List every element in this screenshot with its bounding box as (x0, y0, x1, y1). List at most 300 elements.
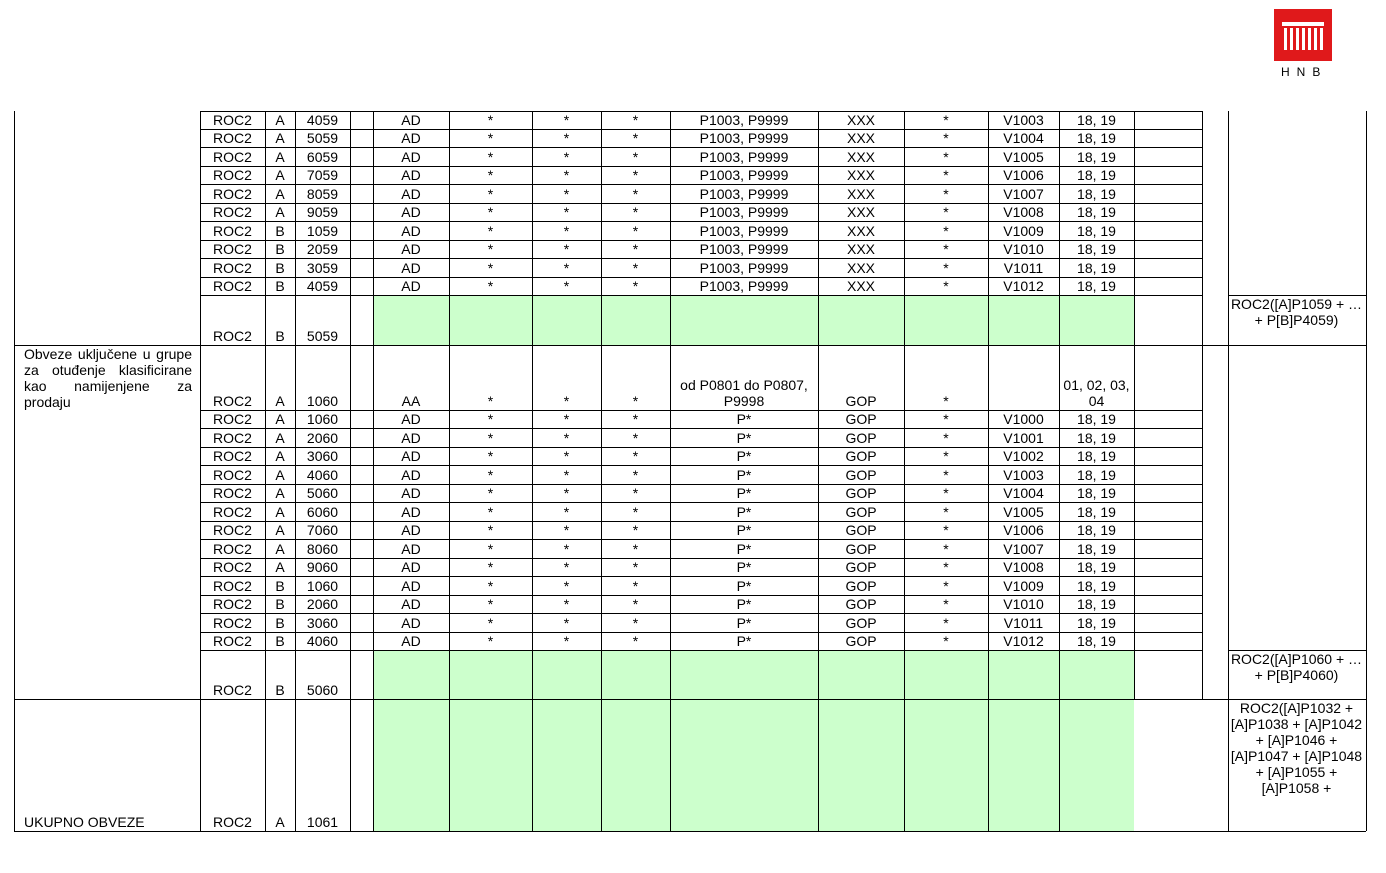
cell-attr-1: * (487, 615, 494, 631)
cell-variant: A (275, 559, 285, 575)
cell-position: 7060 (306, 522, 339, 538)
cell-position: 5059 (306, 130, 339, 146)
cell-currency: GOP (845, 393, 877, 409)
cell-attr-1: * (487, 596, 494, 612)
cell-attr-4: * (943, 186, 949, 202)
cell-variant: A (275, 393, 285, 409)
cell-form: ROC2 (213, 411, 252, 427)
cell-type: AD (401, 522, 421, 538)
cell-variant: B (275, 260, 285, 276)
cell-attr-2: * (563, 223, 570, 239)
cell-attr-1: * (487, 448, 494, 464)
cell-form: ROC2 (213, 112, 252, 128)
cell-validation: V1003 (1003, 467, 1044, 483)
cell-position: 3059 (306, 260, 339, 276)
cell-attr-1: * (487, 130, 494, 146)
cell-attr-2: * (563, 112, 570, 128)
cell-attr-4: * (943, 260, 949, 276)
cell-attr-1: * (487, 430, 494, 446)
cell-variant: A (275, 411, 285, 427)
cell-attr-1: * (487, 112, 494, 128)
cell-attr-2: * (563, 578, 570, 594)
cell-attr-3: * (632, 393, 639, 409)
cell-type: AD (401, 167, 421, 183)
cell-attr-3: * (632, 130, 639, 146)
cell-attr-2: * (563, 504, 570, 520)
cell-validation: V1006 (1003, 522, 1044, 538)
cell-products: P* (736, 522, 752, 538)
cell-form: ROC2 (213, 522, 252, 538)
cell-position: 1060 (306, 393, 339, 409)
cell-columns: 18, 19 (1077, 204, 1116, 220)
cell-position: 7059 (306, 167, 339, 183)
shaded-area (374, 296, 1134, 345)
cell-products: P1003, P9999 (699, 260, 789, 276)
cell-columns: 18, 19 (1077, 633, 1116, 649)
cell-attr-3: * (632, 467, 639, 483)
cell-attr-4: * (943, 448, 949, 464)
cell-products: P* (736, 578, 752, 594)
grid-hline (200, 295, 1202, 296)
cell-variant: A (275, 204, 285, 220)
shaded-area (374, 651, 1134, 699)
cell-validation: V1010 (1003, 596, 1044, 612)
cell-position: 3060 (306, 615, 339, 631)
cell-validation: V1008 (1003, 559, 1044, 575)
cell-columns: 01, 02, 03, 04 (1063, 377, 1130, 409)
cell-form: ROC2 (213, 223, 252, 239)
cell-attr-2: * (563, 430, 570, 446)
cell-formula: ROC2([A]P1032 + [A]P1038 + [A]P1042 + [A]P1046 + [A]P1047 + [A]P1048 + [A]P1055 + [A]P1058 + (1230, 700, 1363, 796)
cell-variant: B (275, 615, 285, 631)
cell-currency: GOP (845, 485, 877, 501)
cell-currency: GOP (845, 430, 877, 446)
cell-form: ROC2 (213, 467, 252, 483)
cell-validation: V1010 (1003, 241, 1044, 257)
cell-attr-3: * (632, 204, 639, 220)
cell-products: P1003, P9999 (699, 241, 789, 257)
cell-attr-2: * (563, 485, 570, 501)
cell-attr-2: * (563, 541, 570, 557)
cell-columns: 18, 19 (1077, 112, 1116, 128)
cell-position: 2060 (306, 596, 339, 612)
cell-attr-1: * (487, 260, 494, 276)
cell-products: P1003, P9999 (699, 278, 789, 294)
cell-position: 2059 (306, 241, 339, 257)
cell-columns: 18, 19 (1077, 411, 1116, 427)
cell-attr-4: * (943, 204, 949, 220)
cell-position: 1060 (306, 411, 339, 427)
cell-attr-3: * (632, 241, 639, 257)
cell-form: ROC2 (213, 633, 252, 649)
cell-validation: V1012 (1003, 278, 1044, 294)
cell-attr-2: * (563, 260, 570, 276)
cell-position: 4060 (306, 467, 339, 483)
cell-attr-2: * (563, 149, 570, 165)
cell-form: ROC2 (213, 430, 252, 446)
cell-attr-1: * (487, 485, 494, 501)
cell-columns: 18, 19 (1077, 522, 1116, 538)
cell-attr-2: * (563, 411, 570, 427)
cell-type: AD (401, 633, 421, 649)
cell-currency: XXX (846, 260, 875, 276)
cell-position: 6059 (306, 149, 339, 165)
cell-validation: V1011 (1003, 615, 1044, 631)
cell-attr-2: * (563, 130, 570, 146)
cell-attr-1: * (487, 541, 494, 557)
cell-variant: A (275, 814, 285, 830)
cell-attr-1: * (487, 167, 494, 183)
cell-attr-1: * (487, 411, 494, 427)
cell-position: 1061 (306, 814, 339, 830)
cell-attr-2: * (563, 167, 570, 183)
cell-position: 4059 (306, 112, 339, 128)
cell-attr-4: * (943, 223, 949, 239)
cell-form: ROC2 (213, 186, 252, 202)
cell-columns: 18, 19 (1077, 596, 1116, 612)
cell-form: ROC2 (213, 615, 252, 631)
cell-variant: B (275, 241, 285, 257)
hnb-building-icon (1274, 9, 1332, 61)
cell-validation: V1005 (1003, 149, 1044, 165)
cell-attr-2: * (563, 615, 570, 631)
cell-variant: A (275, 167, 285, 183)
grid-vline (1202, 111, 1203, 699)
cell-validation: V1011 (1003, 260, 1044, 276)
cell-form: ROC2 (213, 149, 252, 165)
cell-columns: 18, 19 (1077, 559, 1116, 575)
cell-type: AD (401, 186, 421, 202)
cell-attr-2: * (563, 596, 570, 612)
cell-variant: A (275, 467, 285, 483)
cell-columns: 18, 19 (1077, 504, 1116, 520)
cell-variant: B (275, 633, 285, 649)
cell-currency: GOP (845, 504, 877, 520)
cell-form: ROC2 (213, 559, 252, 575)
cell-products: P* (736, 559, 752, 575)
cell-type: AD (401, 596, 421, 612)
cell-attr-3: * (632, 578, 639, 594)
cell-currency: XXX (846, 167, 875, 183)
cell-type: AD (401, 130, 421, 146)
cell-attr-1: * (487, 186, 494, 202)
cell-currency: XXX (846, 112, 875, 128)
cell-currency: GOP (845, 615, 877, 631)
cell-type: AD (401, 260, 421, 276)
grid-vline (14, 111, 15, 831)
cell-variant: B (275, 278, 285, 294)
cell-position: 4059 (306, 278, 339, 294)
cell-type: AD (401, 559, 421, 575)
cell-form: ROC2 (213, 130, 252, 146)
cell-validation: V1008 (1003, 204, 1044, 220)
cell-columns: 18, 19 (1077, 278, 1116, 294)
row-label: UKUPNO OBVEZE (24, 814, 145, 830)
validation-rules-table (14, 111, 1367, 831)
cell-attr-1: * (487, 633, 494, 649)
cell-form: ROC2 (213, 596, 252, 612)
cell-attr-4: * (943, 633, 949, 649)
cell-validation: V1004 (1003, 130, 1044, 146)
cell-attr-1: * (487, 559, 494, 575)
logo-text: HNB (1281, 65, 1328, 79)
cell-position: 1060 (306, 578, 339, 594)
cell-validation: V1007 (1003, 541, 1044, 557)
cell-attr-3: * (632, 149, 639, 165)
cell-products: P1003, P9999 (699, 112, 789, 128)
cell-variant: A (275, 112, 285, 128)
cell-position: 5060 (306, 485, 339, 501)
cell-type: AD (401, 149, 421, 165)
cell-columns: 18, 19 (1077, 541, 1116, 557)
cell-attr-4: * (943, 167, 949, 183)
cell-columns: 18, 19 (1077, 430, 1116, 446)
cell-validation: V1003 (1003, 112, 1044, 128)
cell-position: 8059 (306, 186, 339, 202)
cell-columns: 18, 19 (1077, 578, 1116, 594)
cell-attr-4: * (943, 596, 949, 612)
cell-variant: A (275, 430, 285, 446)
cell-variant: A (275, 541, 285, 557)
cell-attr-2: * (563, 559, 570, 575)
cell-columns: 18, 19 (1077, 186, 1116, 202)
cell-variant: A (275, 485, 285, 501)
cell-products: P* (736, 596, 752, 612)
cell-products: P* (736, 541, 752, 557)
cell-validation: V1007 (1003, 186, 1044, 202)
cell-position: 1059 (306, 223, 339, 239)
cell-form: ROC2 (213, 393, 252, 409)
cell-columns: 18, 19 (1077, 130, 1116, 146)
cell-attr-1: * (487, 504, 494, 520)
cell-currency: GOP (845, 633, 877, 649)
cell-products: od P0801 do P0807, P9998 (680, 377, 808, 409)
cell-attr-3: * (632, 223, 639, 239)
cell-form: ROC2 (213, 682, 252, 698)
cell-form: ROC2 (213, 814, 252, 830)
cell-products: P1003, P9999 (699, 167, 789, 183)
cell-attr-4: * (943, 522, 949, 538)
cell-type: AD (401, 204, 421, 220)
cell-products: P* (736, 615, 752, 631)
cell-attr-1: * (487, 393, 494, 409)
cell-currency: GOP (845, 578, 877, 594)
cell-attr-4: * (943, 278, 949, 294)
cell-variant: A (275, 149, 285, 165)
cell-position: 3060 (306, 448, 339, 464)
cell-attr-3: * (632, 430, 639, 446)
cell-type: AD (401, 541, 421, 557)
cell-attr-2: * (563, 393, 570, 409)
cell-type: AD (401, 485, 421, 501)
cell-attr-3: * (632, 260, 639, 276)
cell-attr-3: * (632, 411, 639, 427)
cell-type: AD (401, 241, 421, 257)
cell-validation: V1001 (1003, 430, 1044, 446)
cell-attr-4: * (943, 615, 949, 631)
cell-attr-3: * (632, 504, 639, 520)
cell-attr-1: * (487, 578, 494, 594)
cell-validation: V1004 (1003, 485, 1044, 501)
cell-attr-4: * (943, 393, 949, 409)
cell-variant: A (275, 522, 285, 538)
cell-type: AD (401, 411, 421, 427)
grid-vline (350, 111, 351, 831)
cell-form: ROC2 (213, 485, 252, 501)
cell-currency: GOP (845, 596, 877, 612)
cell-validation: V1009 (1003, 578, 1044, 594)
cell-attr-2: * (563, 448, 570, 464)
cell-columns: 18, 19 (1077, 260, 1116, 276)
grid-hline (200, 650, 1202, 651)
cell-attr-3: * (632, 186, 639, 202)
cell-products: P* (736, 430, 752, 446)
cell-attr-1: * (487, 278, 494, 294)
cell-form: ROC2 (213, 504, 252, 520)
cell-variant: B (275, 328, 285, 344)
cell-form: ROC2 (213, 541, 252, 557)
cell-attr-4: * (943, 430, 949, 446)
cell-type: AD (401, 504, 421, 520)
cell-position: 2060 (306, 430, 339, 446)
cell-variant: B (275, 223, 285, 239)
cell-variant: B (275, 596, 285, 612)
cell-variant: A (275, 504, 285, 520)
cell-type: AD (401, 615, 421, 631)
cell-currency: GOP (845, 541, 877, 557)
cell-attr-3: * (632, 559, 639, 575)
cell-validation: V1005 (1003, 504, 1044, 520)
cell-form: ROC2 (213, 578, 252, 594)
cell-currency: XXX (846, 278, 875, 294)
cell-attr-4: * (943, 578, 949, 594)
cell-type: AD (401, 430, 421, 446)
grid-vline (1366, 111, 1367, 831)
cell-products: P* (736, 485, 752, 501)
cell-columns: 18, 19 (1077, 241, 1116, 257)
cell-currency: GOP (845, 559, 877, 575)
cell-variant: A (275, 130, 285, 146)
cell-type: AD (401, 278, 421, 294)
cell-currency: XXX (846, 241, 875, 257)
cell-currency: XXX (846, 186, 875, 202)
cell-columns: 18, 19 (1077, 467, 1116, 483)
cell-currency: XXX (846, 223, 875, 239)
cell-position: 9059 (306, 204, 339, 220)
cell-products: P* (736, 467, 752, 483)
hnb-logo (1274, 9, 1332, 79)
cell-attr-4: * (943, 411, 949, 427)
cell-attr-4: * (943, 559, 949, 575)
cell-columns: 18, 19 (1077, 223, 1116, 239)
cell-position: 8060 (306, 541, 339, 557)
cell-position: 6060 (306, 504, 339, 520)
cell-attr-2: * (563, 278, 570, 294)
cell-products: P1003, P9999 (699, 186, 789, 202)
cell-attr-2: * (563, 467, 570, 483)
cell-attr-1: * (487, 204, 494, 220)
cell-attr-4: * (943, 241, 949, 257)
cell-attr-3: * (632, 633, 639, 649)
cell-type: AD (401, 467, 421, 483)
cell-products: P1003, P9999 (699, 204, 789, 220)
cell-validation: V1000 (1003, 411, 1044, 427)
cell-attr-3: * (632, 541, 639, 557)
cell-attr-3: * (632, 615, 639, 631)
cell-currency: XXX (846, 149, 875, 165)
row-label: Obveze uključene u grupe za otuđenje klasificirane kao namijenjene za prodaju (24, 346, 192, 410)
cell-variant: B (275, 578, 285, 594)
cell-attr-1: * (487, 467, 494, 483)
cell-form: ROC2 (213, 278, 252, 294)
cell-columns: 18, 19 (1077, 448, 1116, 464)
cell-position: 5059 (306, 328, 339, 344)
cell-position: 5060 (306, 682, 339, 698)
cell-attr-1: * (487, 149, 494, 165)
cell-variant: B (275, 682, 285, 698)
cell-formula: ROC2([A]P1059 + … + P[B]P4059) (1230, 296, 1363, 328)
cell-attr-2: * (563, 204, 570, 220)
grid-hline (14, 831, 1366, 832)
cell-columns: 18, 19 (1077, 485, 1116, 501)
cell-attr-1: * (487, 223, 494, 239)
cell-variant: A (275, 186, 285, 202)
cell-currency: GOP (845, 467, 877, 483)
cell-form: ROC2 (213, 167, 252, 183)
grid-vline (1134, 111, 1135, 699)
cell-attr-2: * (563, 522, 570, 538)
cell-type: AD (401, 578, 421, 594)
cell-validation (989, 345, 1058, 409)
cell-form: ROC2 (213, 260, 252, 276)
cell-currency: XXX (846, 204, 875, 220)
cell-attr-2: * (563, 186, 570, 202)
cell-products: P1003, P9999 (699, 149, 789, 165)
cell-attr-4: * (943, 541, 949, 557)
cell-attr-3: * (632, 522, 639, 538)
cell-attr-1: * (487, 522, 494, 538)
cell-position: 9060 (306, 559, 339, 575)
cell-type: AD (401, 112, 421, 128)
cell-type: AA (401, 393, 421, 409)
cell-products: P* (736, 448, 752, 464)
cell-type: AD (401, 448, 421, 464)
cell-type: AD (401, 223, 421, 239)
cell-columns: 18, 19 (1077, 167, 1116, 183)
cell-products: P1003, P9999 (699, 130, 789, 146)
cell-products: P1003, P9999 (699, 223, 789, 239)
shaded-area (374, 700, 1134, 831)
cell-formula: ROC2([A]P1060 + … + P[B]P4060) (1230, 651, 1363, 683)
cell-attr-1: * (487, 241, 494, 257)
cell-products: P* (736, 504, 752, 520)
cell-attr-3: * (632, 596, 639, 612)
cell-attr-4: * (943, 504, 949, 520)
cell-attr-3: * (632, 278, 639, 294)
cell-currency: XXX (846, 130, 875, 146)
cell-attr-4: * (943, 130, 949, 146)
cell-form: ROC2 (213, 448, 252, 464)
cell-attr-2: * (563, 633, 570, 649)
cell-validation: V1009 (1003, 223, 1044, 239)
cell-columns: 18, 19 (1077, 615, 1116, 631)
cell-currency: GOP (845, 522, 877, 538)
cell-form: ROC2 (213, 204, 252, 220)
cell-validation: V1006 (1003, 167, 1044, 183)
cell-attr-3: * (632, 167, 639, 183)
cell-position: 4060 (306, 633, 339, 649)
cell-currency: GOP (845, 411, 877, 427)
